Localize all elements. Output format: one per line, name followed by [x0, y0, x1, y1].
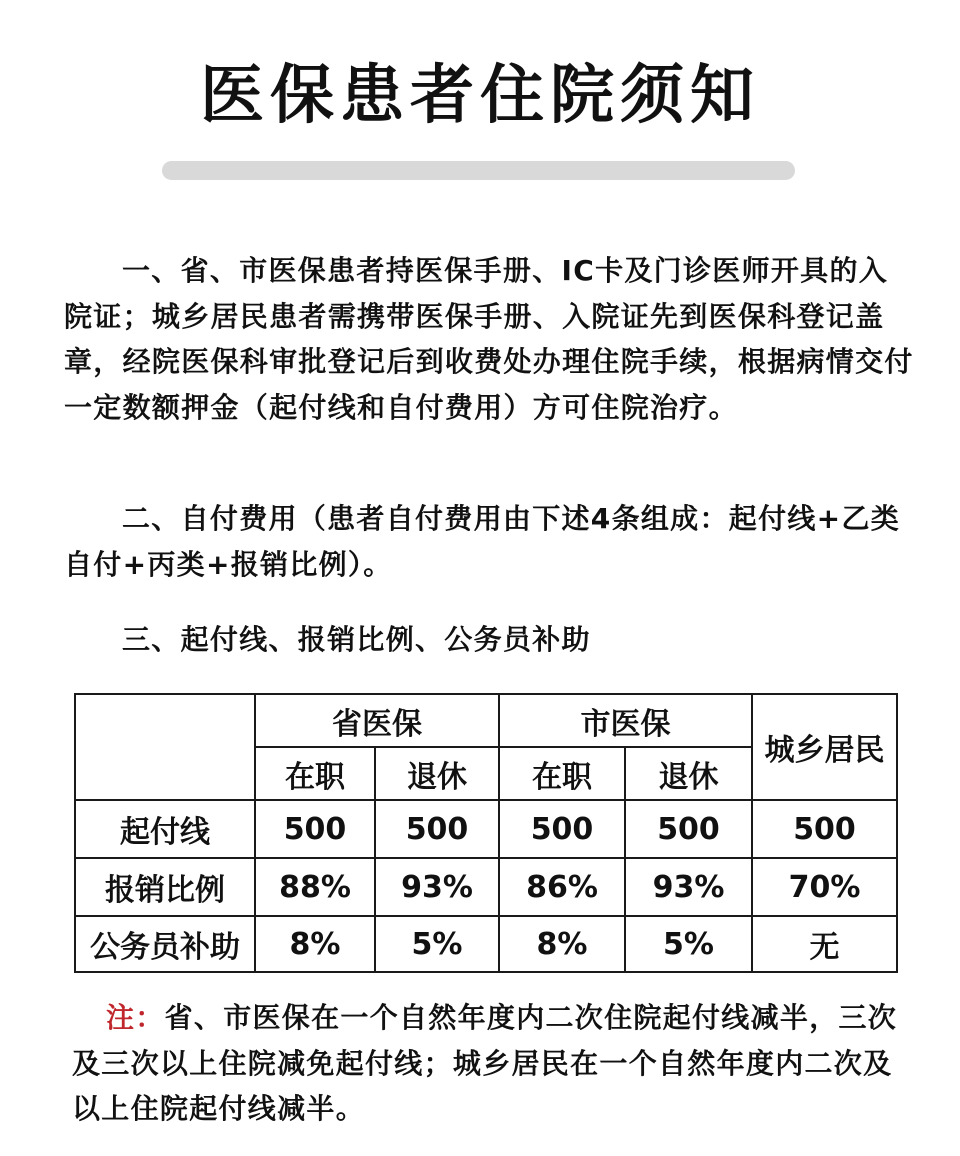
table-row [75, 916, 897, 972]
table-cell: 5% [625, 916, 752, 972]
table-cell: 88% [255, 858, 375, 916]
table-cell: 5% [375, 916, 499, 972]
table-cell: 500 [499, 800, 625, 858]
table-corner-cell [75, 694, 255, 800]
table-cell: 500 [625, 800, 752, 858]
table-cell: 500 [255, 800, 375, 858]
row-label: 报销比例 [75, 858, 255, 916]
table-row [75, 800, 897, 858]
table-cell: 8% [499, 916, 625, 972]
subheader-city-retired: 退休 [625, 747, 752, 800]
table-cell: 70% [752, 858, 897, 916]
table-cell: 无 [752, 916, 897, 972]
subheader-provincial-retired: 退休 [375, 747, 499, 800]
table-cell: 500 [752, 800, 897, 858]
table-header-row [75, 694, 897, 747]
subheader-provincial-employed: 在职 [255, 747, 375, 800]
table-cell: 93% [625, 858, 752, 916]
table-row [75, 858, 897, 916]
header-rural: 城乡居民 [752, 694, 897, 800]
paragraph-table-heading: 三、起付线、报销比例、公务员补助 [122, 623, 591, 656]
page-title: 医保患者住院须知 [200, 59, 760, 133]
footnote [72, 995, 912, 1132]
subheader-city-employed: 在职 [499, 747, 625, 800]
paragraph-self-pay: 二、自付费用（患者自付费用由下述4条组成：起付线+乙类自付+丙类+报销比例）。 [64, 502, 901, 581]
table-cell: 500 [375, 800, 499, 858]
table-cell: 86% [499, 858, 625, 916]
row-label: 起付线 [75, 800, 255, 858]
title-divider [162, 161, 795, 180]
header-provincial: 省医保 [255, 694, 499, 747]
footnote-text: 省、市医保在一个自然年度内二次住院起付线减半，三次及三次以上住院减免起付线；城乡居民在一个自然年度内二次及以上住院起付线减半。 [72, 1001, 898, 1125]
row-label: 公务员补助 [75, 916, 255, 972]
table-cell: 93% [375, 858, 499, 916]
paragraph-admission: 一、省、市医保患者持医保手册、IC卡及门诊医师开具的入院证；城乡居民患者需携带医保手册、入院证先到医保科登记盖章，经院医保科审批登记后到收费处办理住院手续，根据病情交付一定数额押金（起付线和自付费用）方可住院治疗。 [64, 254, 914, 424]
footnote-label: 注： [106, 1001, 165, 1034]
table-cell: 8% [255, 916, 375, 972]
header-city: 市医保 [499, 694, 752, 747]
reimbursement-table [74, 693, 898, 973]
